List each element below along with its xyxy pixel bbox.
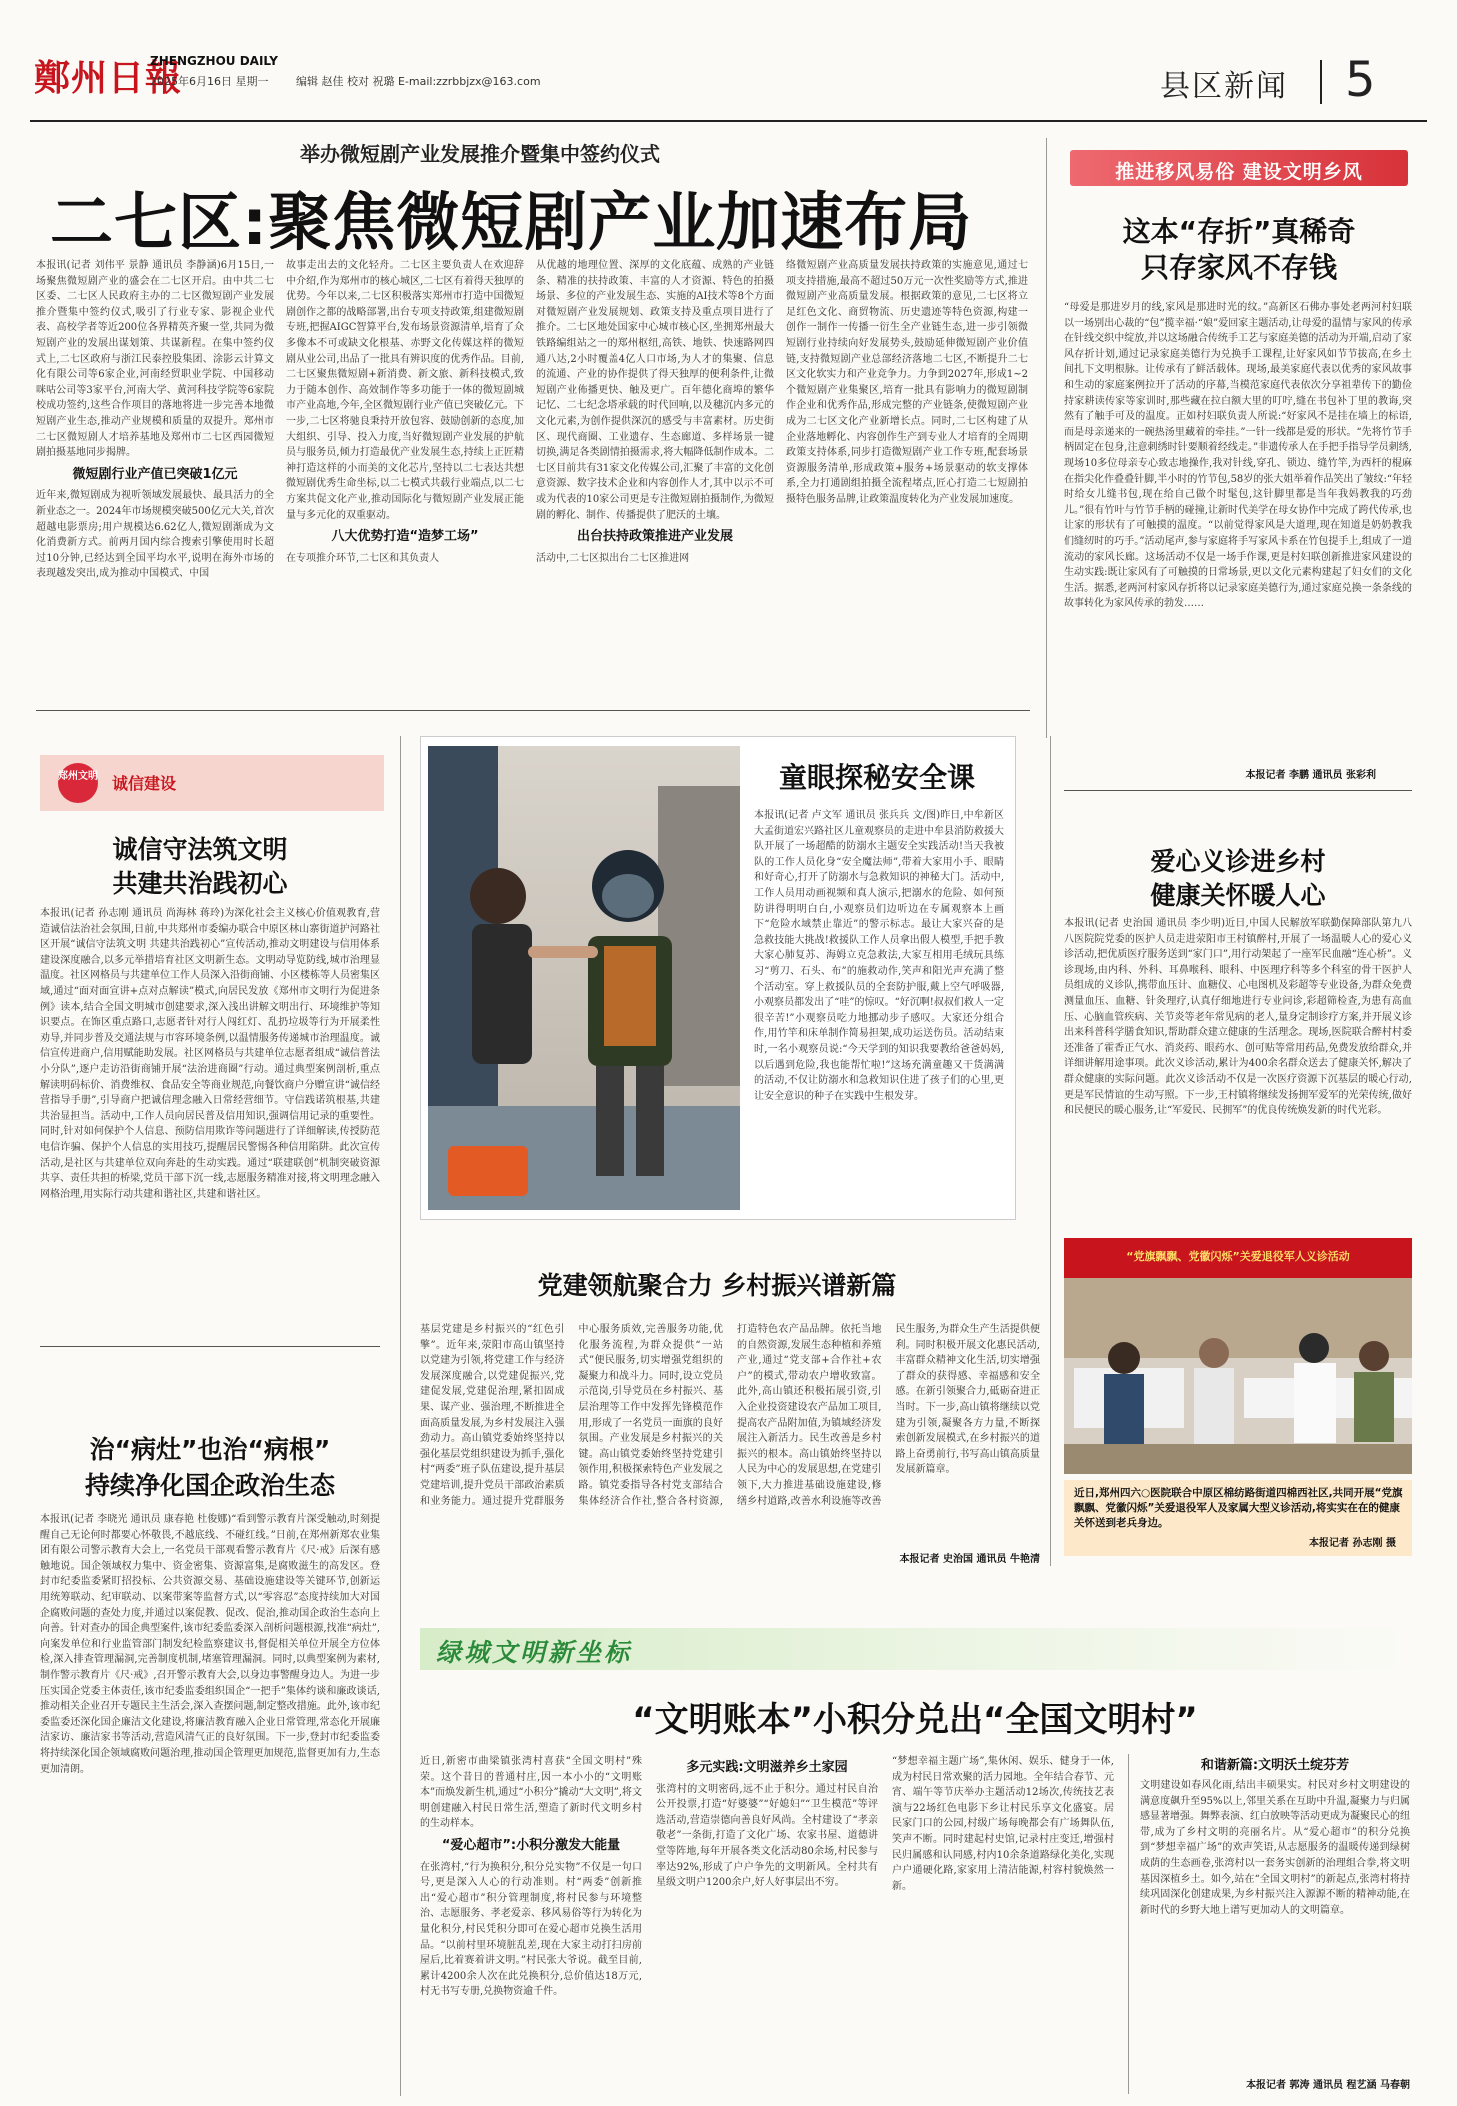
masthead bbox=[0, 0, 1457, 118]
page-number: 5 bbox=[1345, 52, 1376, 108]
clinic-photo-banner: “党旗飘飘、党徽闪烁”关爱退役军人义诊活动 bbox=[1126, 1250, 1350, 1263]
newspaper-logo: 鄭州日報 bbox=[34, 57, 183, 99]
dateline: 2025年6月16日 星期一 bbox=[150, 75, 269, 88]
party-byline: 本报记者 史治国 通讯员 牛艳清 bbox=[899, 1554, 1040, 1565]
civ-text-4: “梦想幸福主题广场”,集休闲、娱乐、健身于一体,成为村民日常欢聚的活力园地。全年结合春节、元宵、端午等节庆举办主题活动12场次,传统技艺表演与22场红色电影下乡让村民乐享文化盛宴。居民家门口的公园,村级广场每晚都会有广场舞队伍,笑声不断。同时建起村史馆,记录村庄变迁,增强村民归属感和认同感,村内10余条道路绿化美化,实现户户通硬化路,家家用上清洁能源,村容村貌焕然一新。 bbox=[892, 1756, 1114, 1892]
civilization-headline: “文明账本”小积分兑出“全国文明村” bbox=[632, 1700, 1198, 1740]
civ-text-1: 近日,新密市曲梁镇张湾村喜获“全国文明村”殊荣。这个昔日的普通村庄,因一本小小的“文明账本”而焕发新生机,通过“小积分”撬动“大文明”,将文明创建融入村民日常生活,塑造了新时代文明乡村的生动样本。 bbox=[420, 1756, 642, 1830]
civilization-banner bbox=[420, 1628, 1410, 1670]
lead-column-1 bbox=[36, 258, 274, 700]
party-body bbox=[420, 1322, 1040, 1548]
civ-text-2: 在张湾村,“行为换积分,积分兑实物”不仅是一句口号,更是深入人心的行动准则。村“两委”创新推出“爱心超市”积分管理制度,将村民参与环境整治、志愿服务、孝老爱亲、移风易俗等行为转化为量化积分,村民凭积分即可在爱心超市兑换生活用品。“以前村里环境脏乱差,现在大家主动打扫房前屋后,比着赛着讲文明。”村民张大爷说。截至目前,累计4200余人次在此兑换积分,总价值达18万元,村无书写专册,兑换物资逾千件。 bbox=[420, 1861, 642, 1998]
safety-body: 本报讯(记者 卢文军 通讯员 张兵兵 文/图)昨日,中牟新区大孟街道宏兴路社区儿童观察员的走进中牟县消防救援大队开展了一场超酷的防溺水主题安全实践活动!当天我被队的工作人员化身“安全魔法师”,带着大家用小手、眼睛和好奇心,打开了防溺水与急救知识的神秘大门。活动中,工作人员用动画视频和真人演示,把溺水的危险、如何预防讲得明明白白,小观察员们边听边在专属观察本上画下“危险水域禁止靠近”的警示标志。最让大家兴奋的是急救技能大挑战!救援队工作人员拿出假人模型,手把手教大家心肺复苏、海姆立克急救法,大家互相用毛绒玩具练习“剪刀、石头、布”的施救动作,笑声和阳光声充满了整个活动室。穿上救援队员的全套防护服,戴上空气呼吸器,小观察员都发出了“哇”的惊叹。“好沉啊!叔叔们救人一定很辛苦!”小观察员吃力地挪动步子感叹。大家还分组合作,用竹竿和床单制作简易担架,成功运送伤员。活动结束时,一名小观察员说:“今天学到的知识我要教给爸爸妈妈,以后遇到危险,我也能帮忙啦!”这场充满童趣又干货满满的活动,不仅让防溺水和急救知识住进了孩子们的心里,更让安全意识的种子在实践中生根发芽。 bbox=[754, 810, 1004, 1102]
civ-column-1 bbox=[420, 1754, 642, 2094]
civ-column-2 bbox=[656, 1754, 878, 2094]
left-divider bbox=[400, 736, 401, 2096]
clinic-headline-1: 爱心义诊进乡村 bbox=[1150, 847, 1326, 876]
ecology-headline-1: 治“病灶”也治“病根” bbox=[89, 1435, 331, 1464]
lead-right-divider bbox=[1046, 138, 1047, 738]
lead-subhead-2: 八大优势打造“造梦工场” bbox=[331, 529, 479, 545]
section-name: 县区新闻 bbox=[1160, 69, 1288, 104]
lead-bottom-rule bbox=[36, 710, 1030, 711]
right-story-rule bbox=[1064, 790, 1412, 791]
safety-headline: 童眼探秘安全课 bbox=[778, 761, 975, 794]
clinic-body: 本报讯(记者 史治国 通讯员 李少明)近日,中国人民解放军联勤保障部队第九八八医院院党委的医护人员走进荥阳市王村镇醉村,开展了一场温暖人心的爱心义诊活动,把优质医疗服务送到“家门口”,用行动架起了一座军民血融“连心桥”。义诊现场,由内科、外科、耳鼻喉科、眼科、中医理疗科等多个科室的骨干医护人员组成的义诊队,携带血压计、血糖仪、心电图机及彩超等专业设备,为群众免费测量血压、血糖、针灸理疗,认真仔细地进行专业问诊,彩超筛检查,为患有高血压、心脑血管疾病、关节炎等老年常见病的老人,量身定制诊疗方案,并开展义诊出来科普科学膳食知识,帮助群众建立健康的生活理念。现场,医院联合醉村村委还准备了霍香正气水、消炎药、眼药水、创可贴等常用药品,免费发放给群众,并详细讲解用途事项。此次义诊活动,累计为400余名群众送去了健康关怀,解决了群众健康的实际问题。此次义诊活动不仅是一次医疗资源下沉基层的暖心行动,更是军民情谊的生动写照。下一步,王村镇将继续发扬拥军爱军的光荣传统,做好和民便民的暖心服务,让“军爱民、民拥军”的优良传统焕发新的时代光彩。 bbox=[1064, 918, 1412, 1117]
civ-subhead-1: “爱心超市”:小积分激发大能量 bbox=[441, 1837, 621, 1853]
civ-subhead-2: 多元实践:文明滋养乡土家园 bbox=[686, 1760, 848, 1775]
safety-photo bbox=[428, 746, 740, 1210]
editor-info: 编辑 赵佳 校对 祝璐 E-mail:zzrbbjzx@163.com bbox=[296, 75, 541, 88]
lead-text-2b: 在专项推介环节,二七区和其负责人 bbox=[286, 552, 440, 564]
lead-text-2: 故事走出去的文化轻舟。二七区主要负责人在欢迎辞中介绍,作为郑州市的核心城区,二七区有着得天独厚的优势。今年以来,二七区积极落实郑州市打造中国微短剧创作之都的战略部署,出台专项支持政策,组建微短剧专班,把握AIGC智算平台,发布场景资源清单,培育了众多像本不可或缺文化根基、赤野文化传媒这样的微短剧从业公司,出品了一批具有辨识度的优秀作品。目前,二七区聚焦微短剧+新消费、新文旅、新科技模式,致力于随本创作、高效制作等多功能于一体的微短剧城市产业高地,今年,全区微短剧行业产值已突破亿元。下一步,二七区将驰良秉持开放包容、鼓励创新的态度,加大组织、引导、投入力度,当好微短剧产业发展的护航员与服务员,倾力打造最优产业发展生态,持续上正匠精神打造这样的小而美的文化芯片,坚持以二七表达共想微短剧优秀生命坐标,以二七模式共载行业端点,以二七方案共促文化产业,推动国际化与微短剧产业发展正能量与多元化的双重驱动。 bbox=[286, 260, 524, 521]
english-title: ZHENGZHOU DAILY bbox=[150, 54, 278, 68]
masthead-rule bbox=[30, 120, 1427, 122]
civ-side-divider bbox=[1128, 1754, 1129, 2094]
right-banner bbox=[1070, 150, 1408, 186]
clinic-photo bbox=[1064, 1238, 1412, 1474]
integrity-headline-2: 共建共治践初心 bbox=[112, 869, 288, 898]
lead-headline: 二七区:聚焦微短剧产业加速布局 bbox=[50, 186, 973, 259]
ecology-headline-2: 持续净化国企政治生态 bbox=[84, 1471, 335, 1500]
lead-kicker: 举办微短剧产业发展推介暨集中签约仪式 bbox=[300, 142, 660, 166]
clinic-event-photo bbox=[1064, 1238, 1412, 1474]
civ-side-body: 文明建设如春风化雨,结出丰硕果实。村民对乡村文明建设的满意度飙升至95%以上,邻里关系在互助中升温,凝聚力与归属感显著增强。舞弊表演、红白放映等活动更成为凝聚民心的纽带,成为了乡村文明的亮丽名片。从“爱心超市”的积分兑换到“梦想幸福广场”的欢声笑语,从志愿服务的温暖传递到绿树成荫的生态画卷,张湾村以一套务实创新的治理组合拳,将文明基因深植乡土。如今,站在“全国文明村”的新起点,张湾村将持续巩固深化创建成果,为乡村振兴注入源源不断的精神动能,在新时代的乡野大地上谱写更加动人的文明篇章。 bbox=[1140, 1780, 1410, 1916]
civ-byline: 本报记者 郭涛 通讯员 程艺涵 马春朝 bbox=[1246, 2080, 1410, 2091]
section-divider bbox=[1320, 60, 1322, 104]
lead-subhead-1: 微短剧行业产值已突破1亿元 bbox=[72, 466, 238, 482]
party-text: 基层党建是乡村振兴的“红色引擎”。近年来,荥阳市高山镇坚持以党建为引领,将党建工作与经济发展深度融合,以党建促振兴,党建促发展,党建促治理,紧扣固成果、谋产业、强治理,不断推进全面高质量发展,为乡村发展注入强劲动力。高山镇党委始终坚持以强化基层党组织建设为抓手,强化村“两委”班子队伍建设,提升基层党建培训,提升党员干部政治素质和业务能力。通过提升党群服务中心服务质效,完善服务功能,优化服务流程,为群众提供“一站式”便民服务,切实增强党组织的凝聚力和战斗力。同时,设立党员示范岗,引导党员在乡村振兴、基层治理等工作中发挥先锋模范作用,形成了一名党员一面旗的良好氛围。产业发展是乡村振兴的关键。高山镇党委始终坚持党建引领作用,积极探索特色产业发展之路。镇党委指导各村党支部结合集体经济合作社,整合各村资源,打造特色农产品品牌。依托当地的自然资源,发展生态种植和养殖产业,通过“党支部+合作社+农户”的模式,带动农户增收致富。此外,高山镇还积极拓展引资,引入企业投资建设农产品加工项目,提高农产品附加值,为镇域经济发展注入新活力。民生改善是乡村振兴的根本。高山镇始终坚持以人民为中心的发展思想,在党建引领下,大力推进基础设施建设,修缮乡村道路,改善水利设施等改善民生服务,为群众生产生活提供便利。同时积极开展文化惠民活动,丰富群众精神文化生活,切实增强了群众的获得感、幸福感和安全感。在新引领聚合力,砥砺奋进正当时。下一步,高山镇将继续以党建为引领,凝聚各方力量,不断探索创新发展模式,在乡村振兴的道路上奋勇前行,书写高山镇高质量发展新篇章。 bbox=[420, 1324, 1040, 1507]
civ-column-3 bbox=[892, 1754, 1114, 2094]
right-story-body: “母爱是那进岁月的线,家风是那进时光的纹。”高新区石佛办事处老两河村妇联以一场别出心裁的“包”揽幸福·“娘”爱回家主题活动,让母爱的温情与家风的传承在针线交织中绽放,并以这场融合传统手工艺与家庭美德的活动为开端,启动了家风存折计划,通过记录家庭美德行为兑换手工课程,让好家风如节节拔高,在乡土间扎下文明根脉。让传承有了鲜活载体。现场,最美家庭代表以优秀的家风故事和生动的家庭案例拉开了活动的序幕,当模范家庭代表依次分享祖辈传下的勤俭持家耕读传家等家训时,那些藏在拉白额大里的叮咛,缝在书包补丁里的教诲,突然有了触手可及的温度。正如村妇联负责人所说:“好家风不是挂在墙上的标语,而是母亲递来的一碗热汤里藏着的牵挂。”一针一线都是爱的形状。“先将竹节手柄固定在包身,注意刺绣时针要顺着经线走。”非遗传承人在手把手指导学员刺绣,现场10多位母亲专心致志地操作,我对针线,穿孔、锁边、缝竹竿,为西杆的棍麻在指尖化作叠叠针脚,半小时的竹节包,58岁的张大姐举着作品笑出了皱纹:“年轻时给女儿缝书包,现在给自己做个时髦包,这针脚里都是当年我妈教我的巧劲儿。”很有竹叶与竹节手柄的碰撞,让新时代美学在母女协作中完成了跨代传承,也让家的形状有了可触摸的温度。“以前觉得家风是大道理,现在知道是奶奶教我们缝纫时的巧手。”活动尾声,参与家庭将手写家风卡系在竹包提手上,组成了一道流动的家风长廊。这场活动不仅是一场手作课,更是村妇联创新推进家风建设的生动实践:既让家风有了可触摸的日常场景,更以文化元素构建起了妇女们的文化生活。据悉,老两河村家风存折将以记录家庭美德行为,通过家庭兑换一条条线的故事转化为家风传承的勃发…… bbox=[1064, 302, 1412, 610]
integrity-rule bbox=[40, 1346, 380, 1347]
lead-text-4: 络微短剧产业高质量发展扶持政策的实施意见,通过七项支持措施,最高不超过50万元一次性奖励等方式,推进微短剧产业高质量发展。根据政策的意见,二七区将立足红色文化、商贸物流、历史遗迹等特色资源,构建一创作一制作一传播一衍生全产业链生态,进一步引领微短剧行业持续向好发展势头,鼓励延伸微短剧产业价值链,支持微短剧产业总部经济落地二七区,不断提升二七区文化软实力和产业竞争力。力争到2027年,形成1~2个微短剧产业集聚区,培育一批具有影响力的微短剧制作企业和优秀作品,形成完整的产业链条,使微短剧产业成为二七区文化产业新增长点。同时,二七区构建了从企业落地孵化、内容创作生产到专业人才培育的全周期政策支持体系,同步打造微短剧产业工作专班,配套场景资源服务清单,形成政策+服务+场景驱动的软支撑体系,全力打通剧组拍摄全流程堵点,匠心打造二七短剧拍摄特色服务品牌,让政策温度转化为产业发展加速度。 bbox=[786, 260, 1028, 505]
integrity-headline-1: 诚信守法筑文明 bbox=[112, 835, 288, 864]
clinic-caption: 近日,郑州四六○医院联合中原区棉纺路街道四棉西社区,共同开展“党旗飘飘、党徽闪烁”关爱退役军人及家属大型义诊活动,将实实在在的健康关怀送到老兵身边。 bbox=[1074, 1487, 1403, 1529]
lead-subhead-3: 出台扶持政策推进产业发展 bbox=[576, 529, 733, 545]
firefighter-child-photo bbox=[428, 746, 740, 1210]
integrity-body: 本报讯(记者 孙志刚 通讯员 尚海林 蒋玲)为深化社会主义核心价值观教育,营造诚信法治社会氛围,日前,中共郑州市委编办联合中原区林山寨街道护河路社区开展“诚信守法筑文明 共建共治践初心”宣传活动,推动文明建设与信用体系建设深度融合,以多元举措培育社区文明新生态。文明动导览防线,城市治理显温度。社区网格员与共建单位工作人员深入沿街商铺、小区楼栋等人员密集区域,通过“面对面宣讲+点对点解读”模式,向居民发放《郑州市文明行为促进条例》读本,结合全国文明城市创建要求,深入浅出讲解文明出行、环境维护等知识要点。在饰区重点路口,志愿者针对行人闯红灯、乱扔垃圾等行为开展柔性劝导,并同步普及交通法规与市容环境条例,以温情服务传递城市治理温度。诚信宣传进商户,信用赋能助发展。社区网格员与共建单位志愿者组成“诚信普法小分队”,逐户走访沿街商铺开展“法治进商圈”行动。通过典型案例剖析,重点解读明码标价、消费维权、食品安全等商业规范,向餐饮商户分赠宣讲“诚信经营指导手册”,引导商户把诚信理念融入日常经营细节。守信践诺筑根基,共建共治显担当。活动中,工作人员向居民普及信用知识,强调信用记录的重要性。同时,针对如何保护个人信息、预防信用欺诈等问题进行了详细解读,传授防范电信诈骗、保护个人信息的实用技巧,提醒居民警惕各种信用陷阱。此次宣传活动,是社区与共建单位双向奔赴的生动实践。通过“联建联创”机制突破资源共享、责任共担的桥梁,党员干部下沉一线,志愿服务精准对接,将文明理念融入网格治理,用实际行动共建和谐社区,共建和谐社区。 bbox=[40, 908, 380, 1200]
lead-column-3 bbox=[536, 258, 774, 700]
integrity-banner-text: 诚信建设 bbox=[112, 774, 177, 793]
clinic-caption-byline: 本报记者 孙志刚 摄 bbox=[1309, 1538, 1396, 1549]
right-headline-2: 只存家风不存钱 bbox=[1140, 251, 1337, 284]
clinic-caption-box bbox=[1064, 1480, 1412, 1556]
integrity-logo: 郑州文明 bbox=[58, 763, 98, 803]
lead-text-3: 从优越的地理位置、深厚的文化底蕴、成熟的产业链条、精准的扶持政策、丰富的人才资源、特色的拍摄场景、多位的产业发展生态、实施的AI技术等8个方面对微短剧产业发展规划、政策支持及重点项目进行了推介。二七区地处国家中心城市核心区,坐拥郑州最大铁路编组站之一的郑州枢纽,高铁、地铁、快速路网四通八达,2小时覆盖4亿人口市场,为人才的集聚、信息的流通、产业的协作提供了得天独厚的便利条件,让微短剧产业佈播更快、触及更广。百年德化商埠的繁华记忆、二七纪念塔承载的时代回响,以及穗沉内多元的文化元素,为创作提供深沉的感受与丰富素材。历史街区、现代商圈、工业遗存、生态廊道、多样场景一键切换,满足各类剧情拍摄需求,将大幅降低制作成本。二七区目前共有31家文化传媒公司,汇聚了丰富的文化创意资源、数字技术企业和内容创作人才,其中以示不可或为代表的10家公司更是专注微短剧拍摄制作,为微短剧的孵化、制作、传播提供了肥沃的土壤。 bbox=[536, 260, 774, 521]
civilization-banner-text: 绿城文明新坐标 bbox=[436, 1638, 633, 1667]
integrity-banner bbox=[40, 755, 384, 811]
right-banner-text: 推进移风易俗 建设文明乡风 bbox=[1115, 161, 1363, 183]
ecology-body: 本报讯(记者 李晓光 通讯员 康春艳 杜俊娜)“看到警示教育片深受触动,时刻提醒自己无论何时都要心怀敬畏,不越底线、不碰红线。”日前,在郑州新郑农业集团有限公司警示教育大会上,一名党员干部观看警示教育片《尺·戒》后深有感触地说。国企领域权力集中、资金密集、资源富集,是腐败滋生的高发区。登封市纪委监委紧盯招投标、公共资源交易、基础设施建设等关键环节,创新运用统筹联动、纪审联动、以案带案等监督方式,以“零容忍”态度持续加大对国企腐败问题的查处力度,并通过以案促教、促改、促治,推动国企政治生态向上向善。针对查办的国企典型案件,该市纪委监委深入剖析问题根源,找准“病灶”,向案发单位和行业监管部门制发纪检监察建议书,督促相关单位开展全方位体检,深入排查管理漏洞,完善制度机制,堵塞管理漏洞。同时,以典型案例为素材,制作警示教育片《尺·戒》,召开警示教育大会,以身边事警醒身边人。为进一步压实国企党委主体责任,该市纪委监委组织国企“一把手”集体约谈和廉政谈话,推动相关企业召开专题民主生活会,深入查摆问题,制定整改措施。此外,该市纪委监委还深化国企廉洁文化建设,将廉洁教育融入企业日常管理,常态化开展廉洁家访、廉洁家书等活动,营造风清气正的良好氛围。下一步,登封市纪委监委将持续深化国企领域腐败问题治理,推动国企管理更加规范,监督更加有力,生态更加清朗。 bbox=[40, 1514, 380, 1775]
lead-column-4 bbox=[786, 258, 1028, 700]
party-headline: 党建领航聚合力 乡村振兴谱新篇 bbox=[537, 1271, 897, 1300]
center-right-divider bbox=[1050, 736, 1051, 1566]
civ-text-3: 张湾村的文明密码,远不止于积分。通过村民自治公开投票,打造“好婆婆”“好媳妇”“卫生模范”等评选活动,营造崇德向善良好风尚。全村建设了“孝亲敬老”一条街,打造了文化广场、农家书屋、道德讲堂等阵地,每年开展各类文化活动80余场,村民参与率达92%,形成了户户争先的文明新风。全村共有星级文明户1200余户,好人好事层出不穷。 bbox=[656, 1783, 878, 1889]
lead-text-1: 本报讯(记者 刘伟平 景静 通讯员 李静涵)6月15日,一场聚焦微短剧产业的盛会在二七区开启。由中共二七区委、二七区人民政府主办的二七区微短剧产业发展推介暨集中签约仪式,吸引了行业专家、影视企业代表、高校学者等近200位各界精英齐聚一堂,共同为微短剧产业的发展出谋划策、共谋新程。在集中签约仪式上,二七区政府与浙江民泰控股集团、涂影云计算文化有限公司等6家企业,河南经贸职业学院、中国移动咪咕公司等3家平台,河南大学、黄河科技学院等6家院校成功签约,这些合作项目的落地将进一步完善本地微短剧产业生态,推动产业规模和质量的双提升。郑州市二七区微短剧人才培养基地及郑州市二七区西园微短剧拍摄基地同步揭牌。 bbox=[36, 260, 274, 459]
lead-column-2 bbox=[286, 258, 524, 700]
right-story-byline: 本报记者 李鹏 通讯员 张彩利 bbox=[1245, 770, 1376, 781]
lead-text-1b: 近年来,微短剧成为视听领域发展最快、最具活力的全新业态之一。2024年市场规模突破500亿元大关,首次超越电影票房;用户规模达6.62亿人,微短剧渐成为文化消费新方式。前两月国内综合搜索引擎使用时长超过10分钟,已经达到全国平均水平,说明在海外市场的表现越发突出,成为推动中国模式、中国 bbox=[36, 490, 274, 580]
right-headline-1: 这本“存折”真稀奇 bbox=[1122, 215, 1356, 248]
civ-side-headline: 和谐新篇:文明沃土绽芬芳 bbox=[1200, 1758, 1350, 1773]
lead-text-3b: 活动中,二七区拟出台二七区推进网 bbox=[536, 552, 690, 564]
clinic-headline-2: 健康关怀暖人心 bbox=[1150, 881, 1326, 910]
